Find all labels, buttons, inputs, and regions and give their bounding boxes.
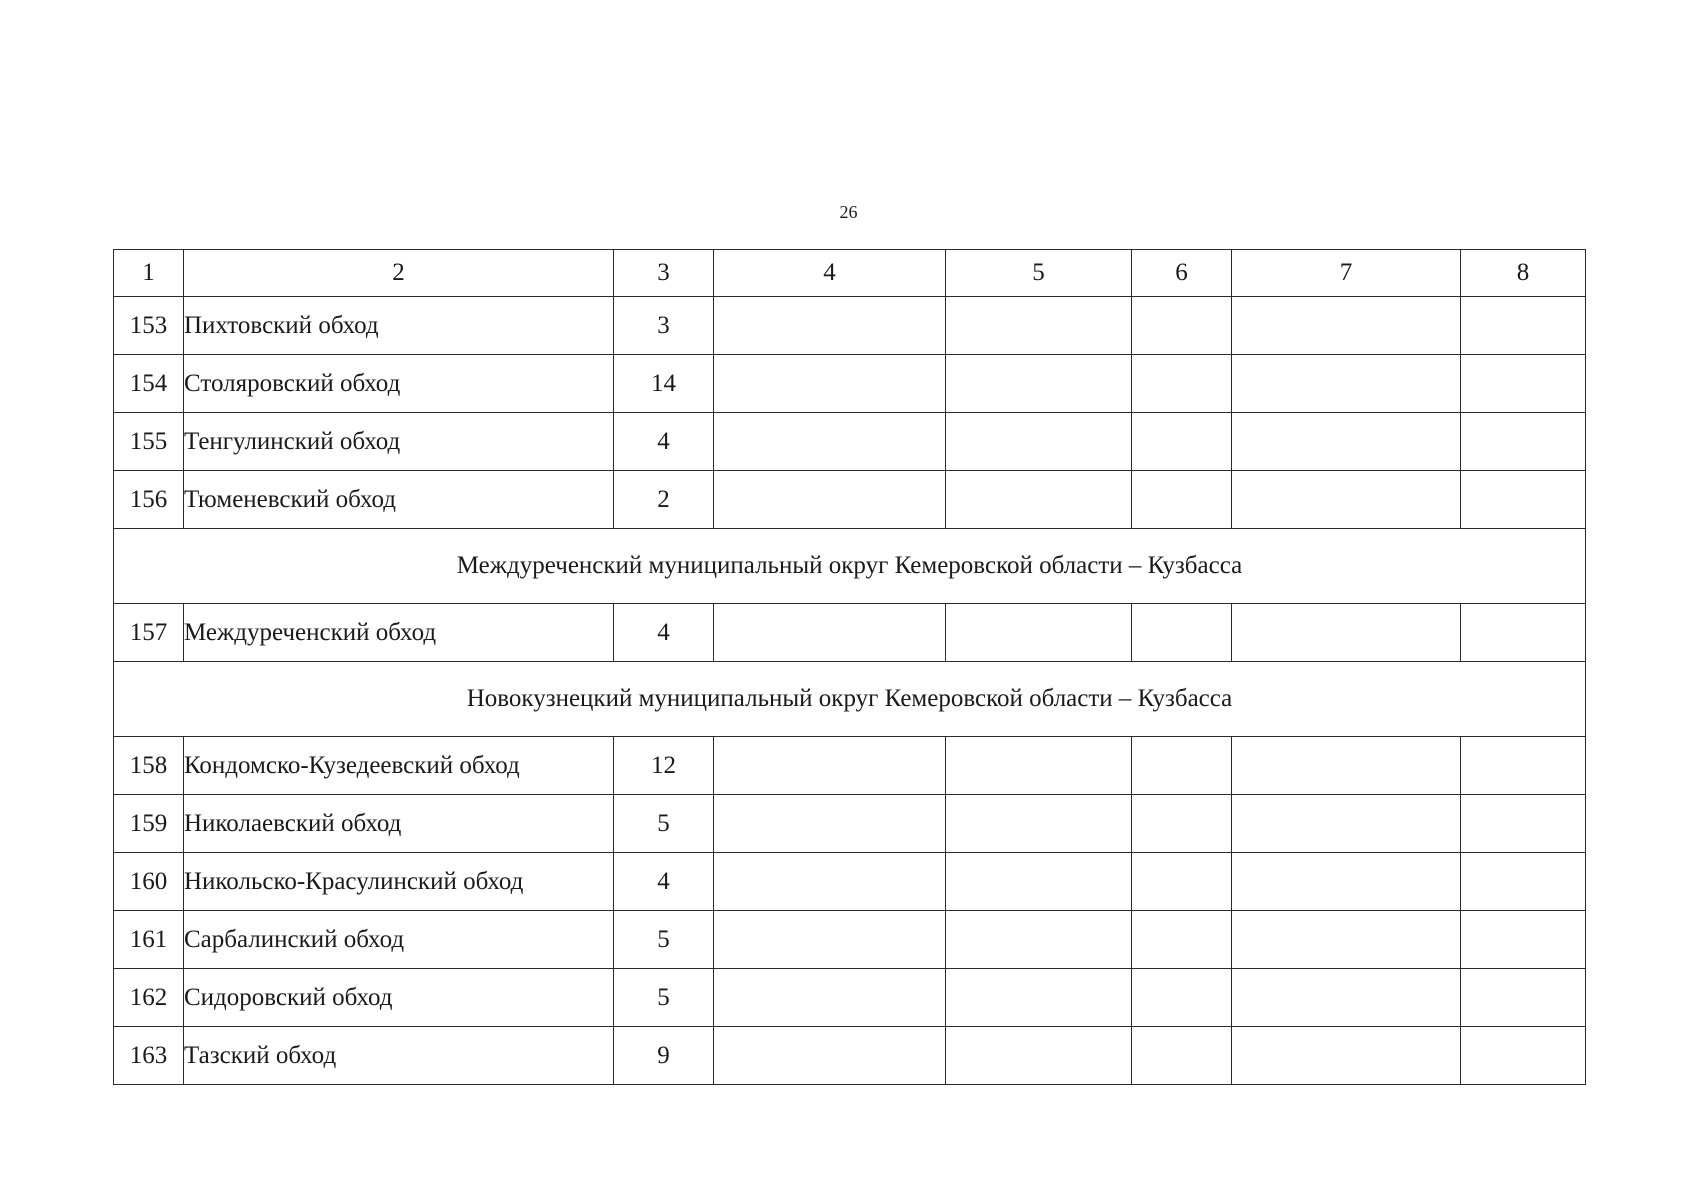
empty-cell: [1461, 795, 1586, 853]
row-number-cell: 163: [114, 1027, 184, 1085]
empty-cell: [1132, 737, 1232, 795]
empty-cell: [1132, 911, 1232, 969]
empty-cell: [1461, 853, 1586, 911]
section-title: Междуреченский муниципальный округ Кемеровской области – Кузбасса: [114, 529, 1586, 604]
table-row: [114, 604, 1586, 662]
empty-cell: [946, 1027, 1132, 1085]
empty-cell: [946, 471, 1132, 529]
empty-cell: [1232, 355, 1461, 413]
empty-cell: [1461, 1027, 1586, 1085]
row-number-cell: 161: [114, 911, 184, 969]
row-count-cell: 5: [614, 795, 714, 853]
row-count-cell: 4: [614, 604, 714, 662]
empty-cell: [1461, 413, 1586, 471]
table-row: [114, 471, 1586, 529]
empty-cell: [714, 604, 946, 662]
empty-cell: [1132, 413, 1232, 471]
column-header: 4: [714, 250, 946, 297]
section-title: Новокузнецкий муниципальный округ Кемеровской области – Кузбасса: [114, 662, 1586, 737]
empty-cell: [714, 969, 946, 1027]
row-count-cell: 14: [614, 355, 714, 413]
empty-cell: [1232, 911, 1461, 969]
row-name-cell: Тюменевский обход: [184, 471, 614, 529]
column-header: 6: [1132, 250, 1232, 297]
empty-cell: [946, 737, 1132, 795]
empty-cell: [1461, 911, 1586, 969]
empty-cell: [946, 853, 1132, 911]
empty-cell: [1461, 969, 1586, 1027]
empty-cell: [1132, 795, 1232, 853]
row-number-cell: 156: [114, 471, 184, 529]
empty-cell: [946, 604, 1132, 662]
row-number-cell: 160: [114, 853, 184, 911]
empty-cell: [1461, 471, 1586, 529]
table-row: [114, 1027, 1586, 1085]
column-header: 5: [946, 250, 1132, 297]
row-count-cell: 12: [614, 737, 714, 795]
row-number-cell: 158: [114, 737, 184, 795]
empty-cell: [946, 297, 1132, 355]
row-name-cell: Кондомско-Кузедеевский обход: [184, 737, 614, 795]
empty-cell: [714, 355, 946, 413]
empty-cell: [714, 795, 946, 853]
row-name-cell: Никольско-Красулинский обход: [184, 853, 614, 911]
row-count-cell: 2: [614, 471, 714, 529]
header-row: [114, 250, 1586, 297]
row-number-cell: 162: [114, 969, 184, 1027]
empty-cell: [714, 737, 946, 795]
row-count-cell: 5: [614, 969, 714, 1027]
forest-district-table: [113, 249, 1586, 1085]
table-body: [114, 250, 1586, 1085]
empty-cell: [1232, 795, 1461, 853]
row-count-cell: 5: [614, 911, 714, 969]
row-number-cell: 157: [114, 604, 184, 662]
row-name-cell: Сидоровский обход: [184, 969, 614, 1027]
empty-cell: [1461, 604, 1586, 662]
row-name-cell: Столяровский обход: [184, 355, 614, 413]
row-number-cell: 154: [114, 355, 184, 413]
empty-cell: [1132, 969, 1232, 1027]
row-name-cell: Пихтовский обход: [184, 297, 614, 355]
row-count-cell: 4: [614, 413, 714, 471]
empty-cell: [1232, 853, 1461, 911]
empty-cell: [946, 911, 1132, 969]
empty-cell: [946, 969, 1132, 1027]
empty-cell: [1132, 471, 1232, 529]
empty-cell: [1132, 297, 1232, 355]
row-name-cell: Междуреченский обход: [184, 604, 614, 662]
empty-cell: [714, 471, 946, 529]
column-header: 8: [1461, 250, 1586, 297]
row-count-cell: 3: [614, 297, 714, 355]
section-row: [114, 529, 1586, 604]
empty-cell: [714, 1027, 946, 1085]
row-count-cell: 9: [614, 1027, 714, 1085]
empty-cell: [1461, 297, 1586, 355]
section-row: [114, 662, 1586, 737]
row-name-cell: Тенгулинский обход: [184, 413, 614, 471]
table-row: [114, 795, 1586, 853]
empty-cell: [946, 355, 1132, 413]
empty-cell: [1132, 604, 1232, 662]
column-header: 7: [1232, 250, 1461, 297]
empty-cell: [1232, 297, 1461, 355]
table-row: [114, 737, 1586, 795]
empty-cell: [1232, 471, 1461, 529]
empty-cell: [714, 297, 946, 355]
empty-cell: [1232, 604, 1461, 662]
empty-cell: [1232, 969, 1461, 1027]
column-header: 1: [114, 250, 184, 297]
row-name-cell: Николаевский обход: [184, 795, 614, 853]
empty-cell: [1232, 737, 1461, 795]
empty-cell: [714, 413, 946, 471]
empty-cell: [1232, 1027, 1461, 1085]
table-row: [114, 969, 1586, 1027]
row-name-cell: Сарбалинский обход: [184, 911, 614, 969]
table-row: [114, 911, 1586, 969]
empty-cell: [714, 911, 946, 969]
empty-cell: [1232, 413, 1461, 471]
empty-cell: [946, 413, 1132, 471]
row-number-cell: 159: [114, 795, 184, 853]
row-number-cell: 155: [114, 413, 184, 471]
column-header: 2: [184, 250, 614, 297]
empty-cell: [946, 795, 1132, 853]
empty-cell: [1132, 1027, 1232, 1085]
table-row: [114, 355, 1586, 413]
row-count-cell: 4: [614, 853, 714, 911]
empty-cell: [1461, 737, 1586, 795]
table-row: [114, 413, 1586, 471]
empty-cell: [1132, 853, 1232, 911]
empty-cell: [1132, 355, 1232, 413]
table-row: [114, 853, 1586, 911]
page-number: 26: [839, 202, 858, 222]
empty-cell: [714, 853, 946, 911]
row-name-cell: Тазский обход: [184, 1027, 614, 1085]
table-row: [114, 297, 1586, 355]
row-number-cell: 153: [114, 297, 184, 355]
column-header: 3: [614, 250, 714, 297]
empty-cell: [1461, 355, 1586, 413]
